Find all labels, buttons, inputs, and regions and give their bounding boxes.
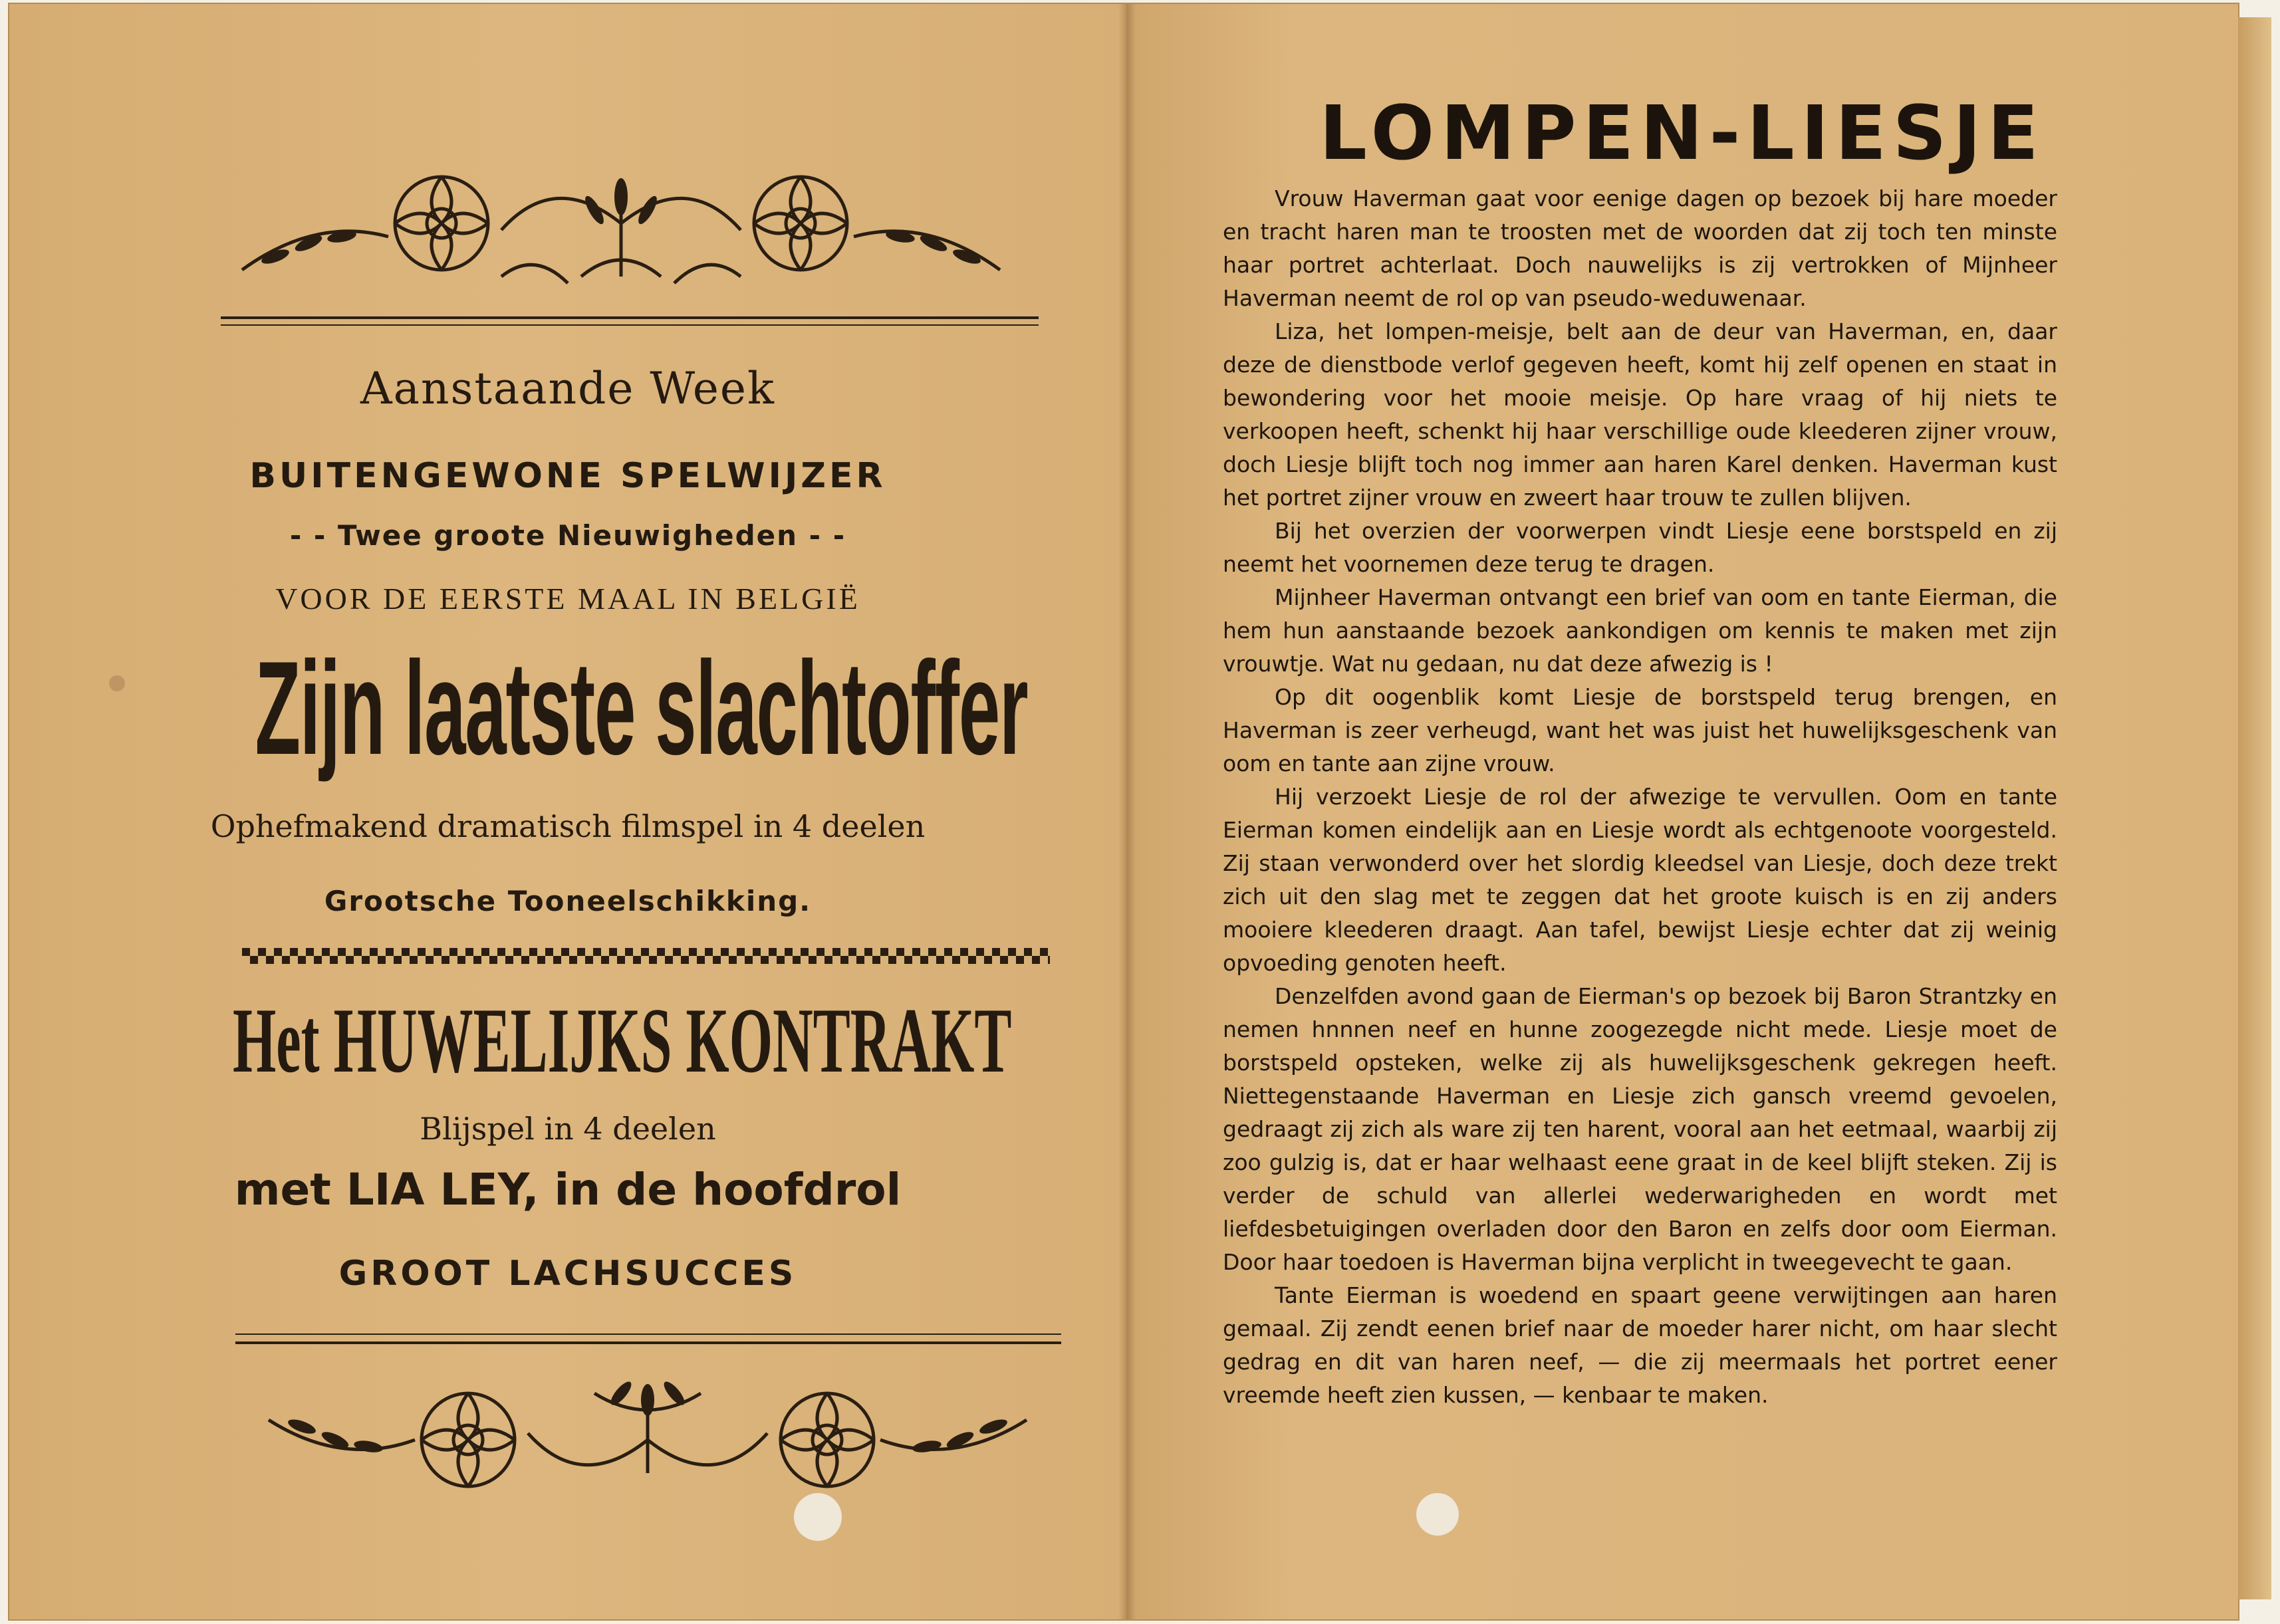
novelties-line: - - Twee groote Nieuwigheden - - [289,519,846,552]
ink-spot [109,675,125,691]
film1-title: Zijn laatste slachtoffer [255,634,1028,782]
film2-subtitle: Blijspel in 4 deelen [420,1111,716,1147]
top-rule-thick [221,316,1039,319]
program-heading: BUITENGEWONE SPELWIJZER [249,456,886,496]
film2-cast: met LIA LEY, in de hoofdrol [234,1164,902,1215]
story-paragraph: Denzelfden avond gaan de Eierman's op bezoek bij Baron Strantzky en nemen hnnnen neef en hunne zoogezegde nicht mede. Liesje moet de borstspeld opsteken, welke zij als huwelijksgeschenk gekregen heeft. Niettegenstaande Haverman en Liesje zich gansch vreemd gevoelen, gedraagt zij zich als ware zij ten harent, vooral aan het eetmaal, waarbij zij zoo gulzig is, dat er haar welhaast eene graat in de keel blijft steken. Zij is verder de schuld van allerlei wederwarigheden en wordt met liefdesbetuigingen overladen door den Baron en zelfs door oom Eierman. Door haar toedoen is Haverman bijna verplicht in tweegevecht te gaan. [1223,983,2057,1275]
story-paragraph: Mijnheer Haverman ontvangt een brief van oom en tante Eierman, die hem hun aanstaande bezoek aankondigen om kennis te maken met zijn vrouwtje. Wat nu gedaan, nu dat deze afwezig is ! [1223,584,2057,677]
story-paragraph: Liza, het lompen-meisje, belt aan de deur van Haverman, en, daar deze de dienstbode verlof gegeven heeft, komt hij zelf openen en staat in bewondering voor het mooie meisje. Op hare vraag of hij niets te verkoopen heeft, schenkt hij haar verschillige oude kleederen zijner vrouw, doch Liesje blijft toch nog immer aan haren Karel denken. Haverman kust het portret zijner vrouw en zweert haar trouw te zullen blijven. [1223,318,2057,511]
film1-subtitle: Ophefmakend dramatisch filmspel in 4 deelen [210,808,926,844]
story-paragraph: Hij verzoekt Liesje de rol der afwezige te vervullen. Oom en tante Eierman komen eindelijk aan en Liesje wordt als echtgenoote voorgesteld. Zij staan verwonderd over het slordig kleedsel van Liesje, doch deze trekt zich uit den slag met te zeggen dat het groote kuisch is en zij anders mooiere kleederen draagt. Aan tafel, bewijst Liesje echter dat zij weinig opvoeding genoten heeft. [1223,784,2057,976]
story-paragraph: Vrouw Haverman gaat voor eenige dagen op bezoek bij hare moeder en tracht haren man te troosten met de woorden dat zij toch ten minste haar portret achterlaat. Doch nauwelijks is zij vertrokken of Mijnheer Haverman neemt de rol op van pseudo-weduwenaar. [1223,185,2057,311]
story-paragraph: Bij het overzien der voorwerpen vindt Liesje eene borstspeld en zij neemt het voornemen deze terug te dragen. [1223,518,2057,577]
staple-hole [794,1493,842,1541]
announcement-heading: Aanstaande Week [360,363,775,414]
bottom-rule-thick [235,1341,1061,1344]
booklet-spread [9,4,2238,1619]
story-title: LOMPEN-LIESJE [1319,90,2045,177]
page-edge [2238,17,2271,1599]
story-paragraph: Tante Eierman is woedend en spaart geene verwijtingen aan haren gemaal. Zij zendt eenen brief naar de moeder harer nicht, om haar slecht gedrag en dit van haren neef, — die zij meermaals het portret eener vreemde heeft zien kussen, — kenbaar te maken. [1223,1282,2057,1408]
top-floral-ornament [222,144,1020,316]
film1-note: Grootsche Tooneelschikking. [324,885,812,917]
film2-title: Het HUWELIJKS KONTRAKT [232,989,1012,1092]
first-time-line: VOOR DE EERSTE MAAL IN BELGIË [275,582,860,616]
story-text [1223,182,2057,1412]
film2-note: GROOT LACHSUCCES [338,1254,797,1294]
story-paragraph: Op dit oogenblik komt Liesje de borstspeld terug brengen, en Haverman is zeer verheugd, want het was juist het huwelijksgeschenk van oom en tante aan zijne vrouw. [1223,684,2057,776]
checkered-divider [242,948,1050,964]
staple-hole [1416,1493,1459,1536]
bottom-rule-thin [235,1334,1061,1335]
bottom-floral-ornament [249,1353,1047,1526]
top-rule-thin [221,324,1039,326]
